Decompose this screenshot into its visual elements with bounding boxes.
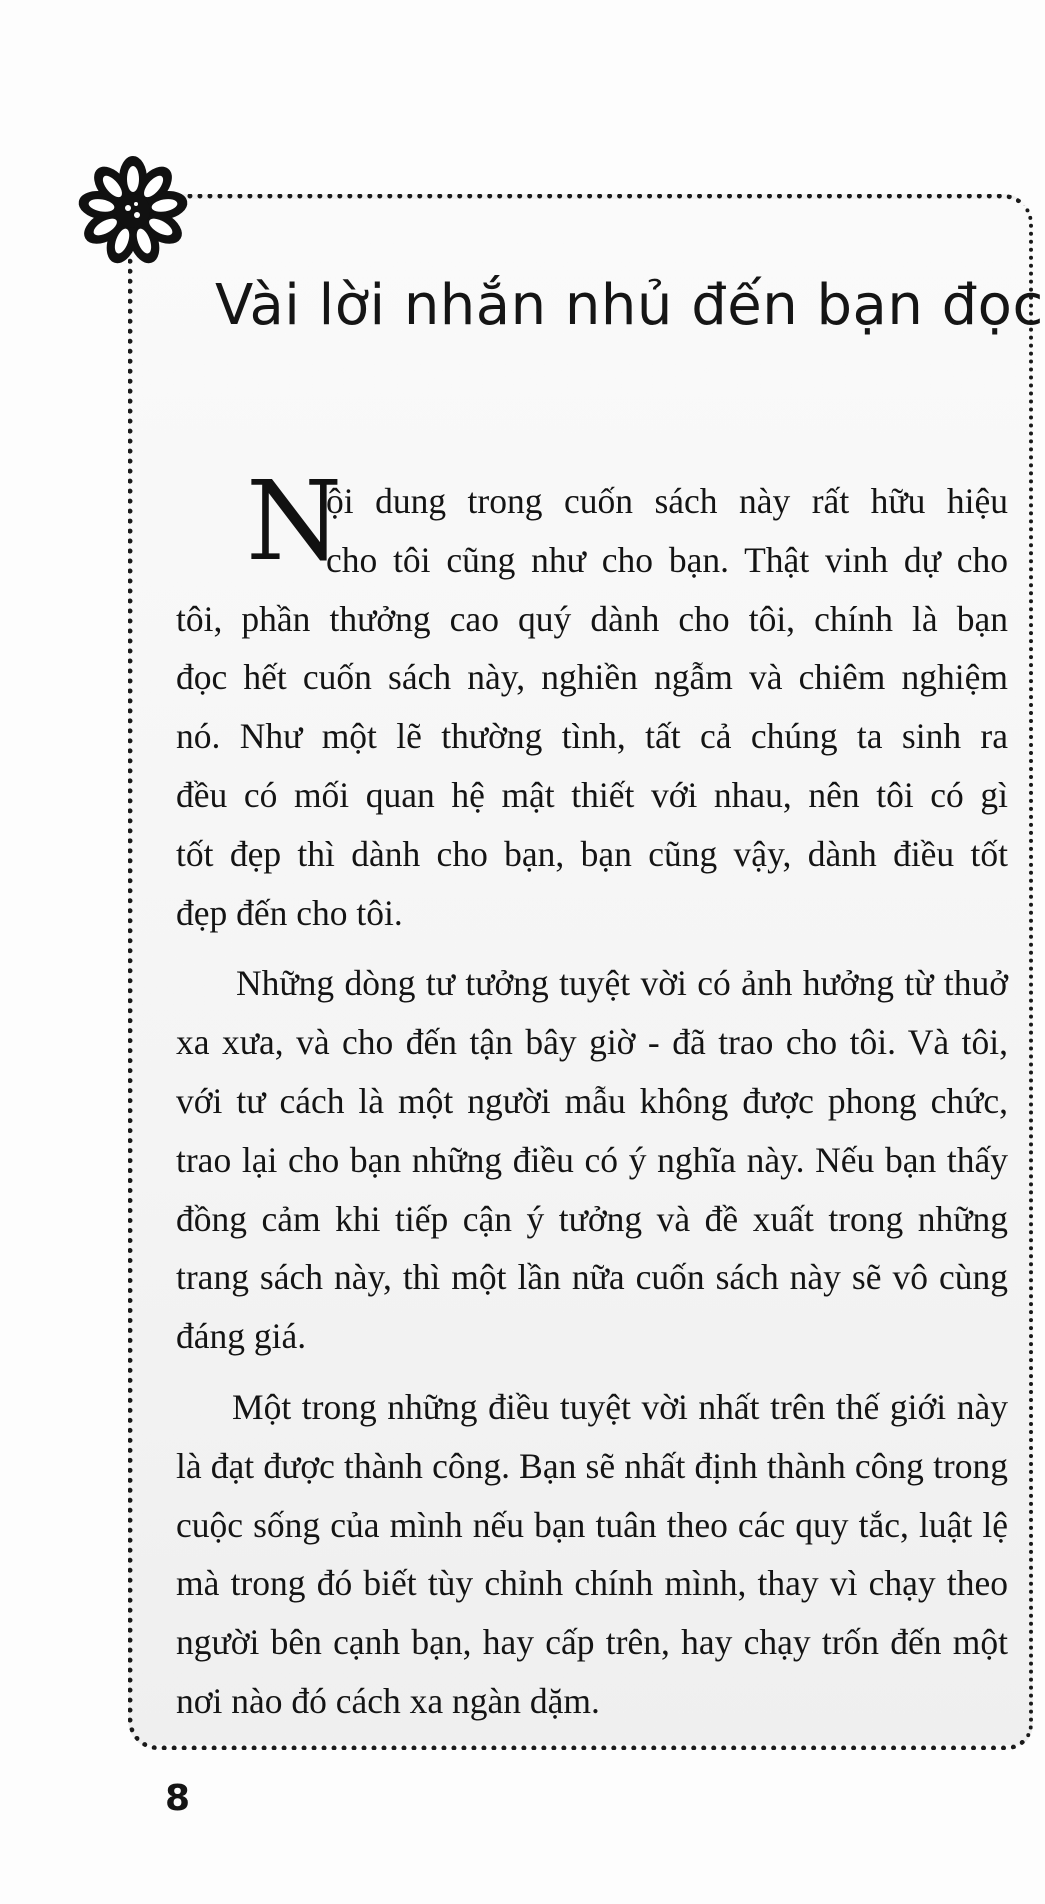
paragraph-1-line: ội dung trong cuốn sách này rất hữu hiệu	[326, 481, 1008, 521]
paragraph-3: Một trong những điều tuyệt vời nhất trên thế giới này là đạt được thành công. Bạn sẽ nhất định thành công trong cuộc sống của mình nếu bạn tuân theo các quy tắc, luật lệ mà trong đó biết tùy chỉnh chính mình, thay vì chạy theo người bên cạnh bạn, hay cấp trên, hay chạy trốn đến một nơi nào đó cách xa ngàn dặm.	[176, 1386, 1008, 1721]
paragraph-1-line: đẹp đến cho tôi.	[176, 892, 403, 933]
page-title: Vài lời nhắn nhủ đến bạn đọc	[215, 273, 1044, 338]
paragraph-1-line: tốt đẹp thì dành cho bạn, bạn cũng vậy, dành điều tốt	[176, 833, 1008, 874]
paragraph-1-line: đều có mối quan hệ mật thiết với nhau, nên tôi có gì	[176, 774, 1008, 815]
flower-ornament-icon	[76, 154, 190, 268]
paragraph-1-line: cho tôi cũng như cho bạn. Thật vinh dự cho	[326, 539, 1008, 580]
paragraph-1	[176, 457, 1008, 942]
paragraph-1-line: tôi, phần thưởng cao quý dành cho tôi, chính là bạn	[176, 598, 1008, 639]
drop-cap: N	[246, 457, 343, 585]
page-number: 8	[165, 1778, 191, 1819]
paragraph-2: Những dòng tư tưởng tuyệt vời có ảnh hưởng từ thuở xa xưa, và cho đến tận bây giờ - đã trao cho tôi. Và tôi, với tư cách là một người mẫu không được phong chức, trao lại cho bạn những điều có ý nghĩa này. Nếu bạn thấy đồng cảm khi tiếp cận ý tưởng và đề xuất trong những trang sách này, thì một lần nữa cuốn sách này sẽ vô cùng đáng giá.	[176, 963, 1008, 1357]
paragraph-1-line: đọc hết cuốn sách này, nghiền ngẫm và chiêm nghiệm	[176, 657, 1008, 698]
body-text	[176, 457, 1008, 1731]
paragraph-1-line: nó. Như một lẽ thường tình, tất cả chúng ta sinh ra	[176, 716, 1008, 757]
